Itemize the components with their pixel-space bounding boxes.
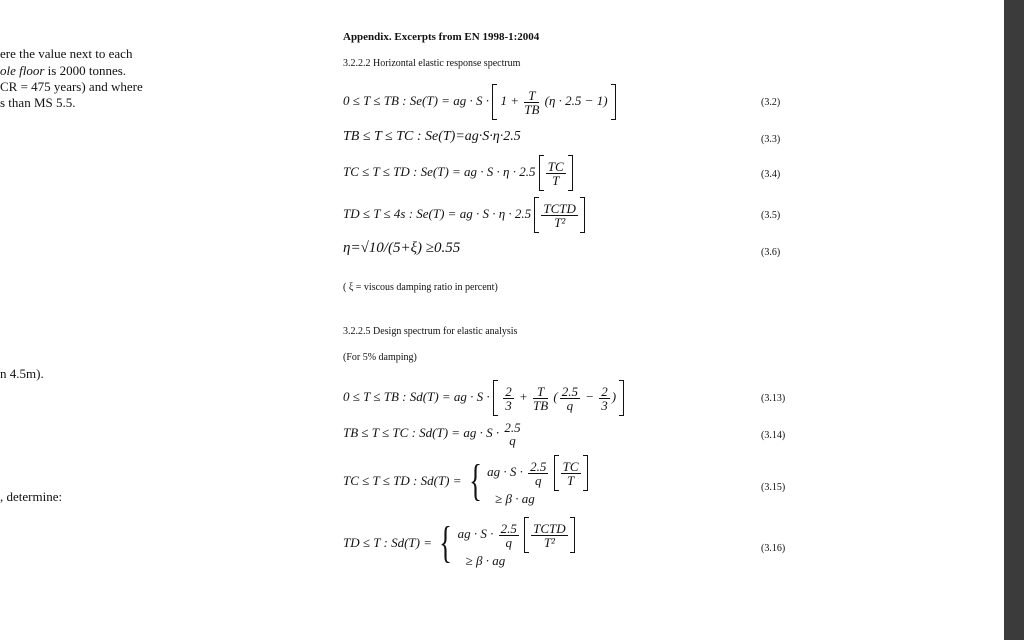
damping-note: (For 5% damping) [343, 352, 417, 363]
equation-number-3-6: (3.6) [761, 247, 781, 258]
equation-3-5: TD ≤ T ≤ 4s : Se(T) = ag · S · η · 2.5 $\frac{\text{TCTD}}{\text{T²}}$ [343, 197, 585, 233]
appendix-title: Appendix. Excerpts from EN 1998-1:2004 [343, 31, 540, 43]
equation-3-15: TC ≤ T ≤ TD : Sd(T) = { ag · S · $\frac{2.5}{q}$ $\frac{TC}{T}$ ≥ β · ag [343, 455, 588, 507]
equation-3-4: TC ≤ T ≤ TD : Se(T) = ag · S · η · 2.5 $\frac{TC}{T}$ [343, 155, 573, 191]
equation-3-13: 0 ≤ T ≤ TB : Sd(T) = ag · S · $\frac{2}{3}$ + $\frac{T}{TB}$ ( $\frac{2.5}{q}$ − $\frac{2}{3}$ ) [343, 380, 624, 416]
vertical-scrollbar[interactable] [1004, 0, 1024, 640]
equation-number-3-15: (3.15) [761, 482, 786, 493]
left-text-line-3: CR = 475 years) and where [0, 79, 143, 94]
equation-number-3-2: (3.2) [761, 97, 781, 108]
equation-3-2: 0 ≤ T ≤ TB : Se(T) = ag · S · 1 + $\frac{T}{TB}$ (η · 2.5 − 1) [343, 84, 616, 120]
section-heading-3-2-2-5: 3.2.2.5 Design spectrum for elastic analysis [343, 326, 518, 337]
xi-definition-note: ( ξ = viscous damping ratio in percent) [343, 282, 498, 293]
equation-number-3-14: (3.14) [761, 430, 786, 441]
left-text-line-4: s than MS 5.5. [0, 95, 76, 110]
equation-3-6: η=√10/(5+ξ) ≥0.55 [343, 240, 461, 256]
equation-3-14: TB ≤ T ≤ TC : Sd(T) = ag · S · 2.5 q [343, 420, 521, 448]
equation-number-3-3: (3.3) [761, 134, 781, 145]
left-text-line-5: n 4.5m). [0, 366, 44, 381]
equation-number-3-4: (3.4) [761, 169, 781, 180]
equation-number-3-16: (3.16) [761, 543, 786, 554]
equation-number-3-13: (3.13) [761, 393, 786, 404]
section-heading-3-2-2-2: 3.2.2.2 Horizontal elastic response spectrum [343, 58, 521, 69]
left-text-line-2: ole floor is 2000 tonnes. [0, 63, 127, 78]
left-text-line-1: ere the value next to each [0, 46, 133, 61]
equation-number-3-5: (3.5) [761, 210, 781, 221]
equation-3-16: TD ≤ T : Sd(T) = { ag · S · $\frac{2.5}{q}$ $\frac{\text{TCTD}}{\text{T²}}$ ≥ β · ag [343, 517, 575, 569]
equation-3-3: TB ≤ T ≤ TC : Se(T)=ag·S·η·2.5 [343, 129, 521, 144]
left-text-line-6: , determine: [0, 489, 63, 504]
